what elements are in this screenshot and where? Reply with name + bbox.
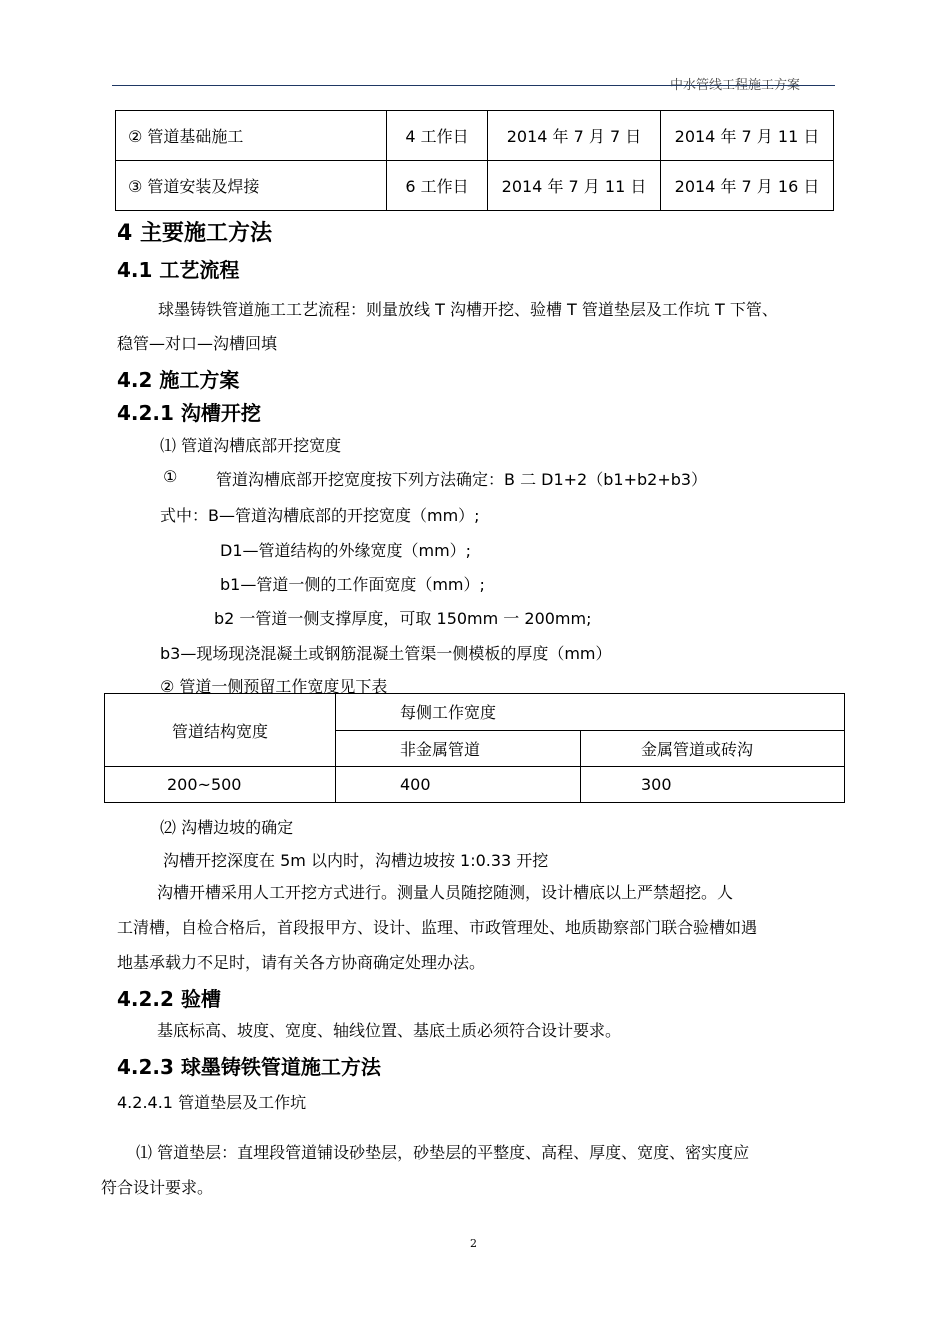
- running-header-title: 中水管线工程施工方案: [670, 78, 801, 93]
- formula-b1: b1—管道一侧的工作面宽度（mm）;: [220, 575, 485, 594]
- duration-cell: 4 工作日: [387, 111, 488, 161]
- subsection-heading: 4.2.4.1 管道垫层及工作坑: [117, 1093, 307, 1112]
- trench-para-cont2: 地基承载力不足时，请有关各方协商确定处理办法。: [117, 953, 486, 972]
- task-cell: ③ 管道安装及焊接: [116, 161, 387, 211]
- metal-cell: 300: [581, 767, 845, 803]
- cushion-para: ⑴ 管道垫层：直埋段管道铺设砂垫层，砂垫层的平整度、高程、厚度、宽度、密实度应: [136, 1143, 750, 1162]
- col-header-metal: 金属管道或砖沟: [581, 730, 845, 767]
- item-slope: ⑵ 沟槽边坡的确定: [160, 818, 294, 837]
- formula-d1: D1—管道结构的外缘宽度（mm）;: [220, 541, 472, 560]
- process-flow-text-cont: 稳管—对口—沟槽回填: [117, 334, 278, 353]
- working-width-table: [104, 693, 845, 803]
- width-cell: 200~500: [105, 767, 336, 803]
- table-row: [116, 111, 834, 161]
- col-header-structure-width: 管道结构宽度: [105, 694, 336, 767]
- section-4-2-2-heading: 4.2.2 验槽: [117, 987, 221, 1011]
- item-reserved-width: ② 管道一侧预留工作宽度见下表: [160, 677, 388, 696]
- formula-where: 式中：B—管道沟槽底部的开挖宽度（mm）;: [160, 506, 480, 525]
- col-header-working-width: 每侧工作宽度: [336, 694, 845, 731]
- section-4-heading: 4 主要施工方法: [117, 221, 272, 246]
- section-4-1-heading: 4.1 工艺流程: [117, 258, 240, 282]
- page-number: 2: [470, 1237, 477, 1250]
- nonmetal-cell: 400: [336, 767, 581, 803]
- inspection-text: 基底标高、坡度、宽度、轴线位置、基底土质必须符合设计要求。: [157, 1021, 622, 1040]
- start-date-cell: 2014 年 7 月 7 日: [488, 111, 661, 161]
- task-cell: ② 管道基础施工: [116, 111, 387, 161]
- section-4-2-heading: 4.2 施工方案: [117, 368, 240, 392]
- formula-number: ①: [163, 467, 178, 486]
- item-trench-bottom-width: ⑴ 管道沟槽底部开挖宽度: [160, 436, 342, 455]
- formula-b3: b3—现场现浇混凝土或钢筋混凝土管渠一侧模板的厚度（mm）: [160, 644, 612, 663]
- table-row: [116, 161, 834, 211]
- col-header-nonmetal: 非金属管道: [336, 730, 581, 767]
- process-flow-text: 球墨铸铁管道施工工艺流程：则量放线 T 沟槽开挖、验槽 T 管道垫层及工作坑 T 下管、: [158, 300, 778, 319]
- table-row: [105, 767, 845, 803]
- trench-para-cont: 工清槽，自检合格后，首段报甲方、设计、监理、市政管理处、地质勘察部门联合验槽如遇: [117, 918, 758, 937]
- section-4-2-1-heading: 4.2.1 沟槽开挖: [117, 401, 261, 425]
- formula-b2: b2 一管道一侧支撑厚度，可取 150mm 一 200mm;: [214, 609, 592, 628]
- header-rule: [112, 85, 835, 86]
- slope-text: 沟槽开挖深度在 5m 以内时，沟槽边坡按 1:0.33 开挖: [163, 851, 549, 870]
- schedule-table: [115, 110, 834, 211]
- duration-cell: 6 工作日: [387, 161, 488, 211]
- table-row: [105, 694, 845, 731]
- end-date-cell: 2014 年 7 月 11 日: [661, 111, 834, 161]
- end-date-cell: 2014 年 7 月 16 日: [661, 161, 834, 211]
- start-date-cell: 2014 年 7 月 11 日: [488, 161, 661, 211]
- trench-para: 沟槽开槽采用人工开挖方式进行。测量人员随挖随测，设计槽底以上严禁超挖。人: [157, 883, 734, 902]
- section-4-2-3-heading: 4.2.3 球墨铸铁管道施工方法: [117, 1055, 381, 1079]
- cushion-para-cont: 符合设计要求。: [101, 1178, 214, 1197]
- formula-text: 管道沟槽底部开挖宽度按下列方法确定：B 二 D1+2（b1+b2+b3）: [216, 470, 708, 489]
